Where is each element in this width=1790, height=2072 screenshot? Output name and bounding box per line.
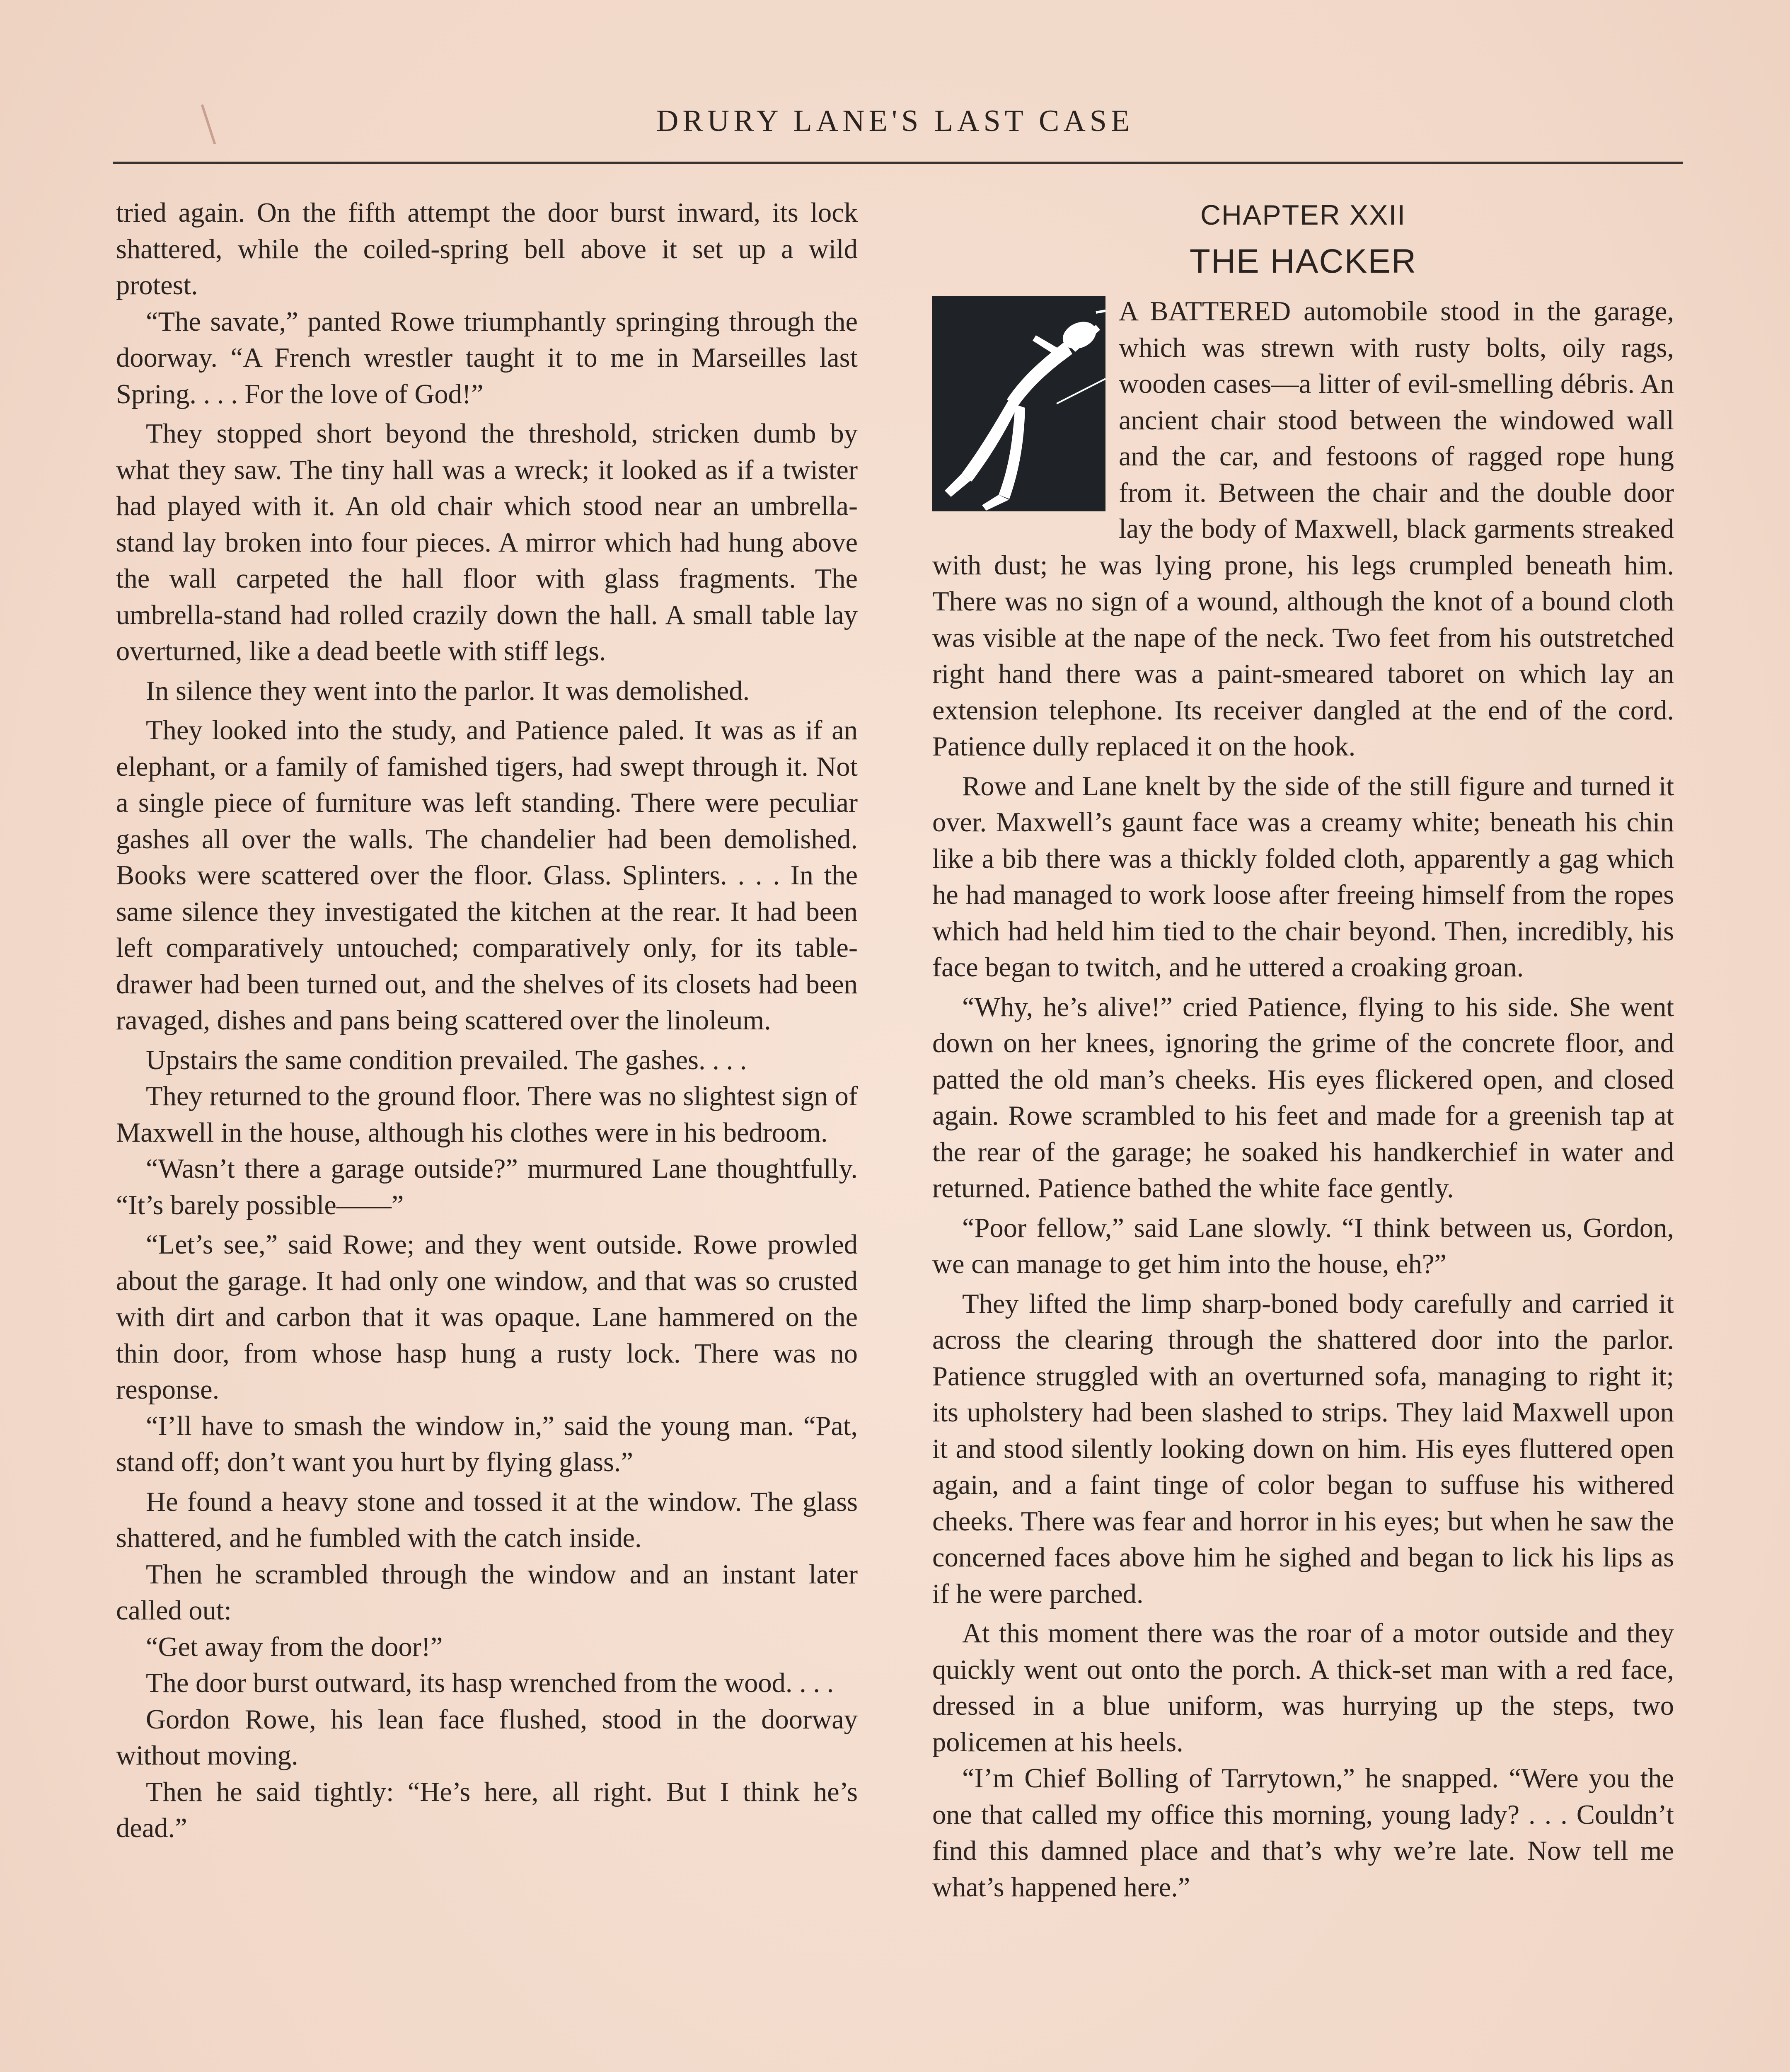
paragraph: “The savate,” panted Rowe triumphantly springing through the doorway. “A French wrestler taught it to me in Marseilles last Spring. . . . For the love of God!”: [116, 306, 858, 409]
chapter-number: CHAPTER XXII: [1200, 199, 1406, 231]
paragraph: He found a heavy stone and tossed it at the window. The glass shattered, and he fumbled with the catch inside.: [116, 1486, 858, 1553]
paragraph: They returned to the ground floor. There was no slightest sign of Maxwell in the house, although his clothes were in his bedroom.: [116, 1081, 858, 1148]
right-column: [932, 195, 1674, 2072]
header-rule: [113, 162, 1683, 164]
paragraph: Gordon Rowe, his lean face flushed, stood in the doorway without moving.: [116, 1704, 858, 1771]
paragraph: tried again. On the fifth attempt the door burst inward, its lock shattered, while the coiled-spring bell above it set up a wild protest.: [116, 198, 858, 300]
paragraph: They lifted the limp sharp-boned body carefully and carried it across the clearing through the shattered door into the parlor. Patience struggled with an overturned sofa, managing to right it; its upholstery had been slashed to strips. They laid Maxwell upon it and stood silently looking down on him. His eyes fluttered open again, and a faint tinge of color began to suffuse his withered cheeks. There was fear and horror in his eyes; but when he saw the concerned faces above him he sighed and began to lick his lips as if he were parched.: [932, 1288, 1674, 1609]
paragraph: “I’ll have to smash the window in,” said the young man. “Pat, stand off; don’t want you hurt by flying glass.”: [116, 1411, 858, 1477]
paragraph: At this moment there was the roar of a motor outside and they quickly went out onto the porch. A thick-set man with a red face, dressed in a blue uniform, was hurrying up the steps, two policemen at his heels.: [932, 1618, 1674, 1757]
paragraph: “Get away from the door!”: [146, 1631, 443, 1662]
chapter-title: THE HACKER: [1189, 242, 1417, 280]
paragraph: In silence they went into the parlor. It was demolished.: [146, 675, 750, 706]
paragraph: A BATTERED automobile stood in the garage, which was strewn with rusty bolts, oily rags, wooden cases—a litter of evil-smelling débris. An ancient chair stood between the windowed wall and the car, and festoons of ragged rope hung from it. Between the chair and the double door lay the body of Maxwell, black garments streaked with dust; he was lying prone, his legs crumpled beneath him. There was no sign of a wound, although the knot of a bound cloth was visible at the nape of the neck. Two feet from his outstretched right hand there was a paint-smeared taboret on which lay an extension telephone. Its receiver dangled at the end of the cord. Patience dully replaced it on the hook.: [932, 296, 1674, 762]
paragraph: Upstairs the same condition prevailed. The gashes. . . .: [146, 1045, 747, 1075]
paragraph: “Let’s see,” said Rowe; and they went outside. Rowe prowled about the garage. It had only one window, and that was so crusted with dirt and carbon that it was opaque. Lane hammered on the thin door, from whose hasp hung a rusty lock. There was no response.: [116, 1230, 858, 1405]
falling-man-illustration: [932, 296, 1105, 511]
paragraph: They looked into the study, and Patience paled. It was as if an elephant, or a family of famished tigers, had swept through it. Not a single piece of furniture was left standing. There were peculiar gashes all over the walls. The chandelier had been demolished. Books were scattered over the floor. Glass. Splinters. . . . In the same silence they investigated the kitchen at the rear. It had been left comparatively untouched; comparatively only, for its table-drawer had been turned out, and the shelves of its closets had been ravaged, dishes and pans being scattered over the linoleum.: [116, 715, 858, 1036]
paragraph: Rowe and Lane knelt by the side of the still figure and turned it over. Maxwell’s gaunt face was a creamy white; beneath his chin like a bib there was a thickly folded cloth, apparently a gag which he had managed to work loose after freeing himself from the ropes which had held him tied to the chair beyond. Then, incredibly, his face began to twitch, and he uttered a croaking groan.: [932, 771, 1674, 983]
paragraph: The door burst outward, its hasp wrenched from the wood. . . .: [146, 1668, 834, 1698]
paragraph: They stopped short beyond the threshold, stricken dumb by what they saw. The tiny hall was a wreck; it looked as if a twister had played with it. An old chair which stood near an umbrella-stand lay broken into four pieces. A mirror which had hung above the wall carpeted the hall floor with glass fragments. The umbrella-stand had rolled crazily down the hall. A small table lay overturned, like a dead beetle with stiff legs.: [116, 419, 858, 666]
left-column: [116, 195, 858, 2072]
paragraph: “Poor fellow,” said Lane slowly. “I think between us, Gordon, we can manage to get him into the house, eh?”: [932, 1213, 1674, 1279]
paragraph: Then he scrambled through the window and an instant later called out:: [116, 1559, 858, 1626]
paragraph: “Wasn’t there a garage outside?” murmured Lane thoughtfully. “It’s barely possible——”: [116, 1154, 858, 1220]
paragraph: “I’m Chief Bolling of Tarrytown,” he snapped. “Were you the one that called my office this morning, young lady? . . . Couldn’t find this damned place and that’s why we’re late. Now tell me what’s happened here.”: [932, 1763, 1674, 1903]
paragraph: “Why, he’s alive!” cried Patience, flying to his side. She went down on her knees, ignoring the grime of the concrete floor, and patted the old man’s cheeks. His eyes flickered open, and closed again. Rowe scrambled to his feet and made for a greenish tap at the rear of the garage; he soaked his handkerchief in water and returned. Patience bathed the white face gently.: [932, 992, 1674, 1203]
running-head: DRURY LANE'S LAST CASE: [656, 104, 1134, 138]
paragraph: Then he said tightly: “He’s here, all right. But I think he’s dead.”: [116, 1777, 858, 1843]
falling-man-icon: [932, 296, 1105, 511]
